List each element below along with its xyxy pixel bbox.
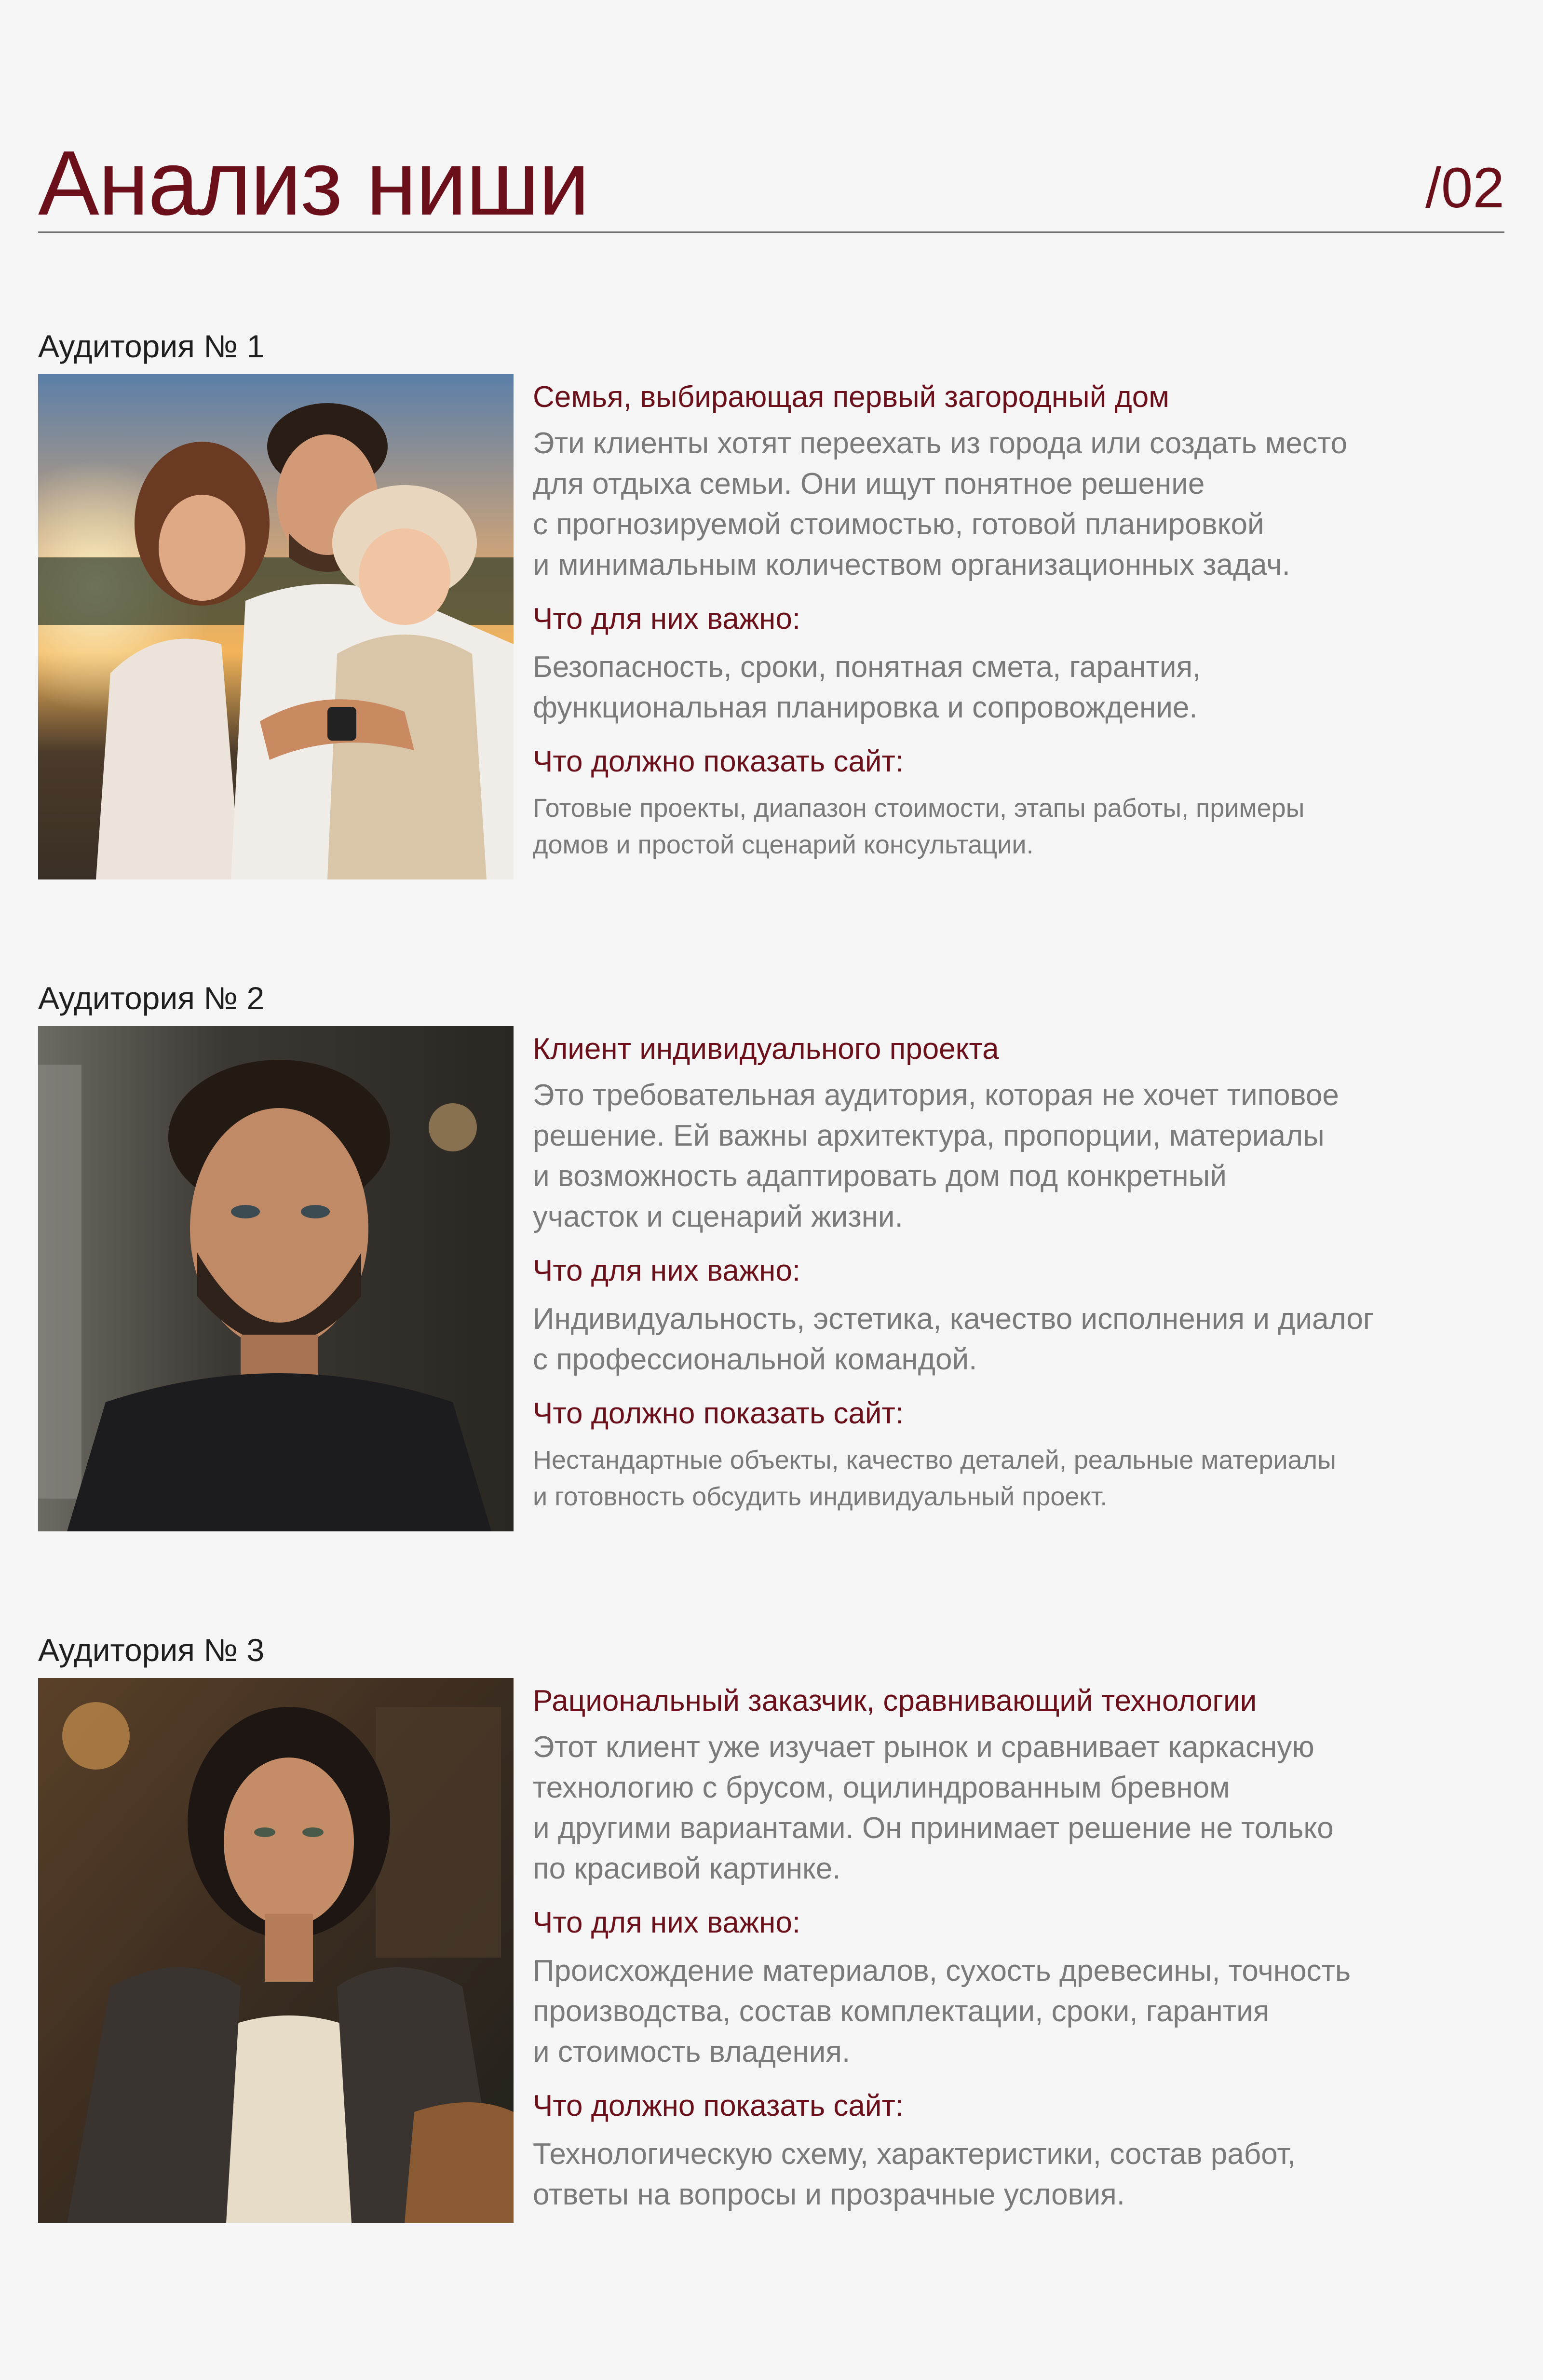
important-heading: Что для них важно:: [533, 1906, 801, 1939]
text-line: Технологическую схему, характеристики, состав работ,: [533, 2137, 1296, 2171]
important-text: [533, 1951, 1507, 2072]
audience-description: [533, 423, 1507, 585]
audience-text: [533, 374, 1507, 877]
text-line: и готовность обсудить индивидуальный проект.: [533, 1482, 1108, 1511]
text-line: и возможность адаптировать дом под конкретный: [533, 1160, 1227, 1193]
important-heading: Что для них важно:: [533, 602, 801, 636]
audience-label: Аудитория № 3: [38, 1632, 265, 1668]
text-line: функциональная планировка и сопровождение.: [533, 691, 1198, 724]
text-line: Эти клиенты хотят переехать из города или создать место: [533, 427, 1348, 460]
man-portrait: [38, 1026, 514, 1531]
text-line: Этот клиент уже изучает рынок и сравнивает каркасную: [533, 1731, 1314, 1764]
audience-label: Аудитория № 1: [38, 328, 265, 364]
audience-description: [533, 1075, 1507, 1237]
important-text: [533, 647, 1507, 728]
text-line: домов и простой сценарий консультации.: [533, 830, 1034, 859]
text-line: с профессиональной командой.: [533, 1343, 977, 1376]
page-header: [38, 130, 1504, 233]
text-line: ответы на вопросы и прозрачные условия.: [533, 2178, 1125, 2211]
site-text: [533, 1442, 1507, 1515]
page-number: /02: [1425, 156, 1504, 220]
text-line: технологию с брусом, оцилиндрованным бревном: [533, 1771, 1230, 1804]
text-line: производства, состав комплектации, сроки, гарантия: [533, 1995, 1270, 2028]
audience-label: Аудитория № 2: [38, 980, 265, 1016]
family-photo: [38, 374, 514, 879]
text-line: Безопасность, сроки, понятная смета, гарантия,: [533, 650, 1201, 684]
audience-title: Рациональный заказчик, сравнивающий технологии: [533, 1684, 1257, 1717]
text-line: решение. Ей важны архитектура, пропорции, материалы: [533, 1119, 1325, 1152]
text-line: и другими вариантами. Он принимает решение не только: [533, 1812, 1334, 1845]
site-text: [533, 790, 1507, 863]
important-heading: Что для них важно:: [533, 1254, 801, 1287]
woman-portrait: [38, 1678, 514, 2223]
text-line: с прогнозируемой стоимостью, готовой планировкой: [533, 508, 1264, 541]
text-line: по красивой картинке.: [533, 1852, 841, 1885]
text-line: Происхождение материалов, сухость древесины, точность: [533, 1954, 1351, 1988]
site-text: [533, 2134, 1507, 2215]
audience-title: Клиент индивидуального проекта: [533, 1032, 999, 1066]
text-line: Готовые проекты, диапазон стоимости, этапы работы, примеры: [533, 794, 1305, 823]
text-line: и стоимость владения.: [533, 2035, 851, 2069]
site-heading: Что должно показать сайт:: [533, 1397, 904, 1430]
audience-description: [533, 1727, 1507, 1889]
site-heading: Что должно показать сайт:: [533, 2089, 904, 2123]
page-title: Анализ ниши: [38, 132, 589, 234]
important-text: [533, 1299, 1507, 1380]
audience-text: [533, 1026, 1507, 1528]
audience-title: Семья, выбирающая первый загородный дом: [533, 380, 1169, 414]
audience-text: [533, 1678, 1507, 2229]
site-heading: Что должно показать сайт:: [533, 745, 904, 778]
text-line: для отдыха семьи. Они ищут понятное решение: [533, 467, 1205, 500]
text-line: Индивидуальность, эстетика, качество исполнения и диалог: [533, 1302, 1374, 1336]
text-line: и минимальным количеством организационных задач.: [533, 548, 1290, 581]
text-line: Нестандартные объекты, качество деталей, реальные материалы: [533, 1446, 1336, 1474]
text-line: Это требовательная аудитория, которая не хочет типовое: [533, 1079, 1339, 1112]
text-line: участок и сценарий жизни.: [533, 1200, 903, 1233]
